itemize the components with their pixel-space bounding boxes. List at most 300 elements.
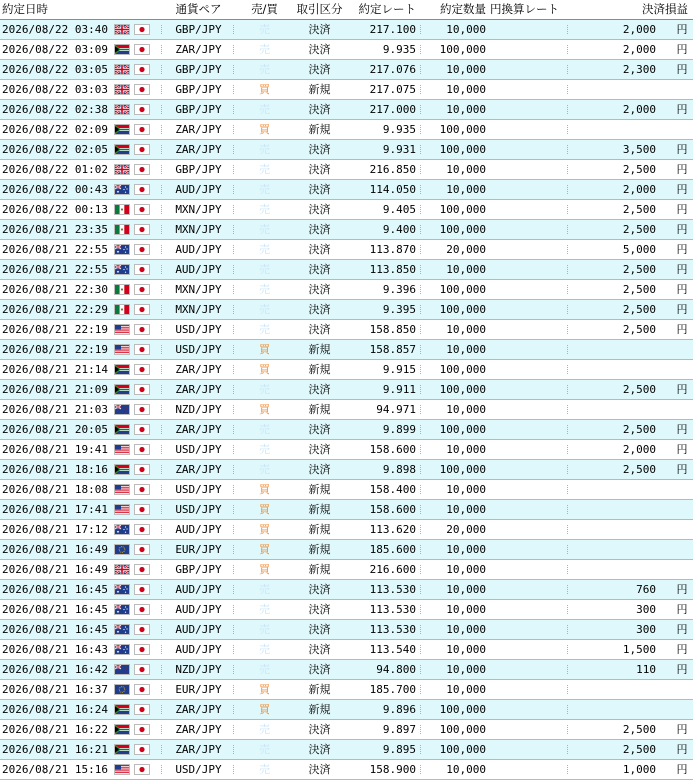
execution-rate: 9.935 [382, 43, 416, 56]
header-pl[interactable]: 決済損益 [642, 2, 688, 16]
table-row[interactable] [0, 120, 693, 140]
execution-quantity: 20,000 [446, 243, 486, 256]
trade-type: 決済 [308, 603, 331, 616]
trade-datetime: 2026/08/21 22:30 [2, 283, 108, 296]
execution-rate: 113.530 [369, 623, 416, 636]
table-row[interactable] [0, 240, 693, 260]
trade-side: 売 [259, 603, 270, 616]
trade-type: 決済 [308, 623, 331, 636]
cell-separator [233, 265, 235, 274]
cell-separator [567, 685, 569, 694]
execution-quantity: 20,000 [446, 523, 486, 536]
uk-flag-icon [114, 64, 130, 75]
realized-pl: 1,500 [622, 643, 656, 656]
flags [110, 740, 160, 759]
realized-pl [570, 560, 660, 579]
south-africa-flag-icon [114, 364, 130, 375]
japan-flag-icon [134, 744, 150, 755]
flags [110, 80, 160, 99]
japan-flag-icon [134, 664, 150, 675]
flags [110, 240, 160, 259]
yen-unit: 円 [676, 323, 688, 336]
trade-side: 売 [259, 583, 270, 596]
flags [110, 40, 160, 59]
cell-separator [233, 625, 235, 634]
flags [110, 340, 160, 359]
yen-unit [672, 540, 692, 559]
cell-separator [567, 525, 569, 534]
japan-flag-icon [134, 604, 150, 615]
cell-separator [44, 285, 46, 294]
trade-datetime: 2026/08/21 16:49 [2, 563, 108, 576]
flags [110, 320, 160, 339]
execution-quantity: 10,000 [446, 503, 486, 516]
yen-unit: 円 [676, 103, 688, 116]
header-pair[interactable]: 通貨ペア [175, 2, 222, 16]
table-row[interactable] [0, 100, 693, 120]
trade-datetime: 2026/08/21 17:41 [2, 503, 108, 516]
table-row[interactable] [0, 620, 693, 640]
cell-separator [44, 365, 46, 374]
trade-type: 決済 [308, 183, 331, 196]
cell-separator [44, 205, 46, 214]
trade-side: 買 [259, 83, 270, 96]
table-row[interactable] [0, 440, 693, 460]
uk-flag-icon [114, 24, 130, 35]
cell-separator [233, 165, 235, 174]
cell-separator [44, 585, 46, 594]
header-qty[interactable]: 約定数量 [440, 2, 486, 16]
realized-pl: 2,500 [622, 423, 656, 436]
trade-side: 売 [259, 423, 270, 436]
table-row[interactable] [0, 600, 693, 620]
japan-flag-icon [134, 184, 150, 195]
table-row[interactable] [0, 640, 693, 660]
execution-rate: 9.931 [382, 143, 416, 156]
table-row[interactable] [0, 420, 693, 440]
flags [110, 20, 160, 39]
table-row[interactable] [0, 700, 693, 720]
realized-pl [570, 80, 660, 99]
currency-pair: ZAR/JPY [175, 703, 222, 716]
execution-rate: 113.870 [369, 243, 416, 256]
realized-pl: 2,000 [622, 103, 656, 116]
trade-type: 決済 [308, 303, 331, 316]
south-africa-flag-icon [114, 424, 130, 435]
trade-side: 買 [259, 543, 270, 556]
cell-separator [233, 105, 235, 114]
header-side[interactable]: 売/買 [251, 2, 278, 16]
cell-separator [233, 765, 235, 774]
table-row[interactable] [0, 260, 693, 280]
trade-type: 決済 [308, 243, 331, 256]
execution-quantity: 10,000 [446, 63, 486, 76]
south-africa-flag-icon [114, 44, 130, 55]
japan-flag-icon [134, 424, 150, 435]
yen-unit [672, 560, 692, 579]
cell-separator [44, 145, 46, 154]
yen-unit: 円 [676, 163, 688, 176]
cell-separator [233, 205, 235, 214]
flags [110, 580, 160, 599]
currency-pair: ZAR/JPY [175, 743, 222, 756]
realized-pl: 2,500 [622, 303, 656, 316]
trade-type: 新規 [308, 543, 331, 556]
table-row[interactable] [0, 480, 693, 500]
execution-rate: 113.620 [369, 523, 416, 536]
cell-separator [233, 45, 235, 54]
table-header [0, 0, 693, 20]
currency-pair: ZAR/JPY [175, 423, 222, 436]
realized-pl: 2,500 [622, 323, 656, 336]
flags [110, 640, 160, 659]
flags [110, 140, 160, 159]
table-row[interactable] [0, 680, 693, 700]
mexico-flag-icon [114, 224, 130, 235]
cell-separator [567, 425, 569, 434]
table-row[interactable] [0, 40, 693, 60]
yen-unit: 円 [676, 663, 688, 676]
table-row[interactable] [0, 400, 693, 420]
realized-pl: 5,000 [622, 243, 656, 256]
trade-datetime: 2026/08/21 22:55 [2, 243, 108, 256]
execution-quantity: 10,000 [446, 483, 486, 496]
trade-type: 決済 [308, 143, 331, 156]
trade-datetime: 2026/08/21 16:22 [2, 723, 108, 736]
japan-flag-icon [134, 484, 150, 495]
currency-pair: USD/JPY [175, 503, 222, 516]
header-date[interactable]: 約定日時 [2, 2, 48, 16]
cell-separator [44, 405, 46, 414]
yen-unit: 円 [676, 603, 688, 616]
cell-separator [233, 545, 235, 554]
table-row[interactable] [0, 520, 693, 540]
cell-separator [567, 705, 569, 714]
cell-separator [567, 205, 569, 214]
cell-separator [567, 185, 569, 194]
yen-unit: 円 [676, 223, 688, 236]
execution-quantity: 10,000 [446, 563, 486, 576]
yen-unit: 円 [676, 463, 688, 476]
execution-quantity: 10,000 [446, 163, 486, 176]
yen-unit: 円 [676, 623, 688, 636]
currency-pair: GBP/JPY [175, 63, 222, 76]
yen-unit: 円 [676, 43, 688, 56]
trade-side: 買 [259, 503, 270, 516]
execution-quantity: 10,000 [446, 103, 486, 116]
realized-pl [570, 500, 660, 519]
trade-datetime: 2026/08/22 01:02 [2, 163, 108, 176]
japan-flag-icon [134, 64, 150, 75]
flags [110, 280, 160, 299]
execution-rate: 9.897 [382, 723, 416, 736]
japan-flag-icon [134, 384, 150, 395]
usa-flag-icon [114, 344, 130, 355]
table-row[interactable] [0, 460, 693, 480]
cell-separator [44, 425, 46, 434]
usa-flag-icon [114, 444, 130, 455]
table-row[interactable] [0, 340, 693, 360]
currency-pair: MXN/JPY [175, 283, 222, 296]
realized-pl: 2,500 [622, 723, 656, 736]
yen-unit [672, 400, 692, 419]
table-row[interactable] [0, 60, 693, 80]
trade-side: 売 [259, 223, 270, 236]
trade-type: 決済 [308, 663, 331, 676]
yen-unit: 円 [676, 723, 688, 736]
japan-flag-icon [134, 624, 150, 635]
cell-separator [233, 725, 235, 734]
cell-separator [567, 285, 569, 294]
table-row[interactable] [0, 280, 693, 300]
currency-pair: GBP/JPY [175, 563, 222, 576]
cell-separator [44, 645, 46, 654]
trade-datetime: 2026/08/21 22:19 [2, 343, 108, 356]
cell-separator [233, 465, 235, 474]
execution-quantity: 100,000 [439, 123, 486, 136]
table-row[interactable] [0, 20, 693, 40]
trade-type: 決済 [308, 283, 331, 296]
south-africa-flag-icon [114, 124, 130, 135]
cell-separator [233, 585, 235, 594]
cell-separator [567, 325, 569, 334]
cell-separator [44, 665, 46, 674]
execution-rate: 216.600 [369, 563, 416, 576]
yen-unit: 円 [676, 23, 688, 36]
currency-pair: ZAR/JPY [175, 383, 222, 396]
table-row[interactable] [0, 360, 693, 380]
execution-rate: 9.935 [382, 123, 416, 136]
currency-pair: GBP/JPY [175, 83, 222, 96]
execution-rate: 158.600 [369, 503, 416, 516]
cell-separator [567, 265, 569, 274]
realized-pl: 2,000 [622, 183, 656, 196]
execution-rate: 113.530 [369, 583, 416, 596]
table-row[interactable] [0, 180, 693, 200]
execution-rate: 217.076 [369, 63, 416, 76]
cell-separator [567, 565, 569, 574]
uk-flag-icon [114, 104, 130, 115]
australia-flag-icon [114, 524, 130, 535]
execution-quantity: 10,000 [446, 763, 486, 776]
realized-pl [570, 700, 660, 719]
table-row[interactable] [0, 740, 693, 760]
cell-separator [567, 405, 569, 414]
new-zealand-flag-icon [114, 404, 130, 415]
yen-unit: 円 [676, 743, 688, 756]
trade-side: 売 [259, 663, 270, 676]
cell-separator [567, 145, 569, 154]
australia-flag-icon [114, 244, 130, 255]
flags [110, 460, 160, 479]
table-row[interactable] [0, 160, 693, 180]
execution-rate: 113.540 [369, 643, 416, 656]
currency-pair: ZAR/JPY [175, 43, 222, 56]
table-row[interactable] [0, 580, 693, 600]
yen-unit [672, 120, 692, 139]
trade-type: 決済 [308, 743, 331, 756]
australia-flag-icon [114, 264, 130, 275]
trade-side: 売 [259, 103, 270, 116]
execution-quantity: 100,000 [439, 43, 486, 56]
trade-type: 新規 [308, 683, 331, 696]
yen-unit: 円 [676, 423, 688, 436]
table-row[interactable] [0, 660, 693, 680]
flags [110, 540, 160, 559]
table-row[interactable] [0, 500, 693, 520]
cell-separator [233, 685, 235, 694]
execution-quantity: 100,000 [439, 743, 486, 756]
trade-side: 売 [259, 183, 270, 196]
realized-pl [570, 520, 660, 539]
realized-pl: 2,500 [622, 743, 656, 756]
cell-separator [44, 305, 46, 314]
execution-rate: 9.911 [382, 383, 416, 396]
execution-quantity: 10,000 [446, 643, 486, 656]
trade-type: 決済 [308, 643, 331, 656]
trade-type: 決済 [308, 43, 331, 56]
trade-datetime: 2026/08/22 00:13 [2, 203, 108, 216]
cell-separator [44, 185, 46, 194]
japan-flag-icon [134, 44, 150, 55]
flags [110, 480, 160, 499]
execution-quantity: 100,000 [439, 303, 486, 316]
table-row[interactable] [0, 220, 693, 240]
currency-pair: AUD/JPY [175, 523, 222, 536]
trade-side: 買 [259, 683, 270, 696]
cell-separator [567, 505, 569, 514]
yen-unit [672, 500, 692, 519]
trade-type: 決済 [308, 323, 331, 336]
execution-quantity: 10,000 [446, 543, 486, 556]
table-row[interactable] [0, 80, 693, 100]
table-row[interactable] [0, 720, 693, 740]
south-africa-flag-icon [114, 144, 130, 155]
trade-datetime: 2026/08/21 18:16 [2, 463, 108, 476]
cell-separator [233, 705, 235, 714]
trade-type: 新規 [308, 523, 331, 536]
trade-type: 決済 [308, 103, 331, 116]
cell-separator [567, 125, 569, 134]
eu-flag-icon [114, 684, 130, 695]
trade-side: 買 [259, 703, 270, 716]
trade-datetime: 2026/08/22 02:38 [2, 103, 108, 116]
execution-quantity: 100,000 [439, 203, 486, 216]
trade-type: 決済 [308, 263, 331, 276]
trade-datetime: 2026/08/21 16:24 [2, 703, 108, 716]
cell-separator [233, 145, 235, 154]
yen-unit [672, 340, 692, 359]
japan-flag-icon [134, 444, 150, 455]
execution-rate: 113.850 [369, 263, 416, 276]
trade-datetime: 2026/08/21 18:08 [2, 483, 108, 496]
cell-separator [233, 565, 235, 574]
cell-separator [567, 765, 569, 774]
table-row[interactable] [0, 320, 693, 340]
table-row[interactable] [0, 760, 693, 780]
trade-type: 決済 [308, 423, 331, 436]
realized-pl: 2,500 [622, 463, 656, 476]
flags [110, 620, 160, 639]
currency-pair: ZAR/JPY [175, 463, 222, 476]
cell-separator [44, 685, 46, 694]
cell-separator [567, 645, 569, 654]
table-row[interactable] [0, 300, 693, 320]
table-row[interactable] [0, 200, 693, 220]
japan-flag-icon [134, 284, 150, 295]
table-row[interactable] [0, 380, 693, 400]
cell-separator [567, 65, 569, 74]
yen-unit [672, 80, 692, 99]
trade-side: 売 [259, 43, 270, 56]
japan-flag-icon [134, 104, 150, 115]
japan-flag-icon [134, 684, 150, 695]
realized-pl [570, 680, 660, 699]
cell-separator [44, 725, 46, 734]
cell-separator [567, 385, 569, 394]
trade-datetime: 2026/08/21 15:16 [2, 763, 108, 776]
cell-separator [233, 245, 235, 254]
trade-datetime: 2026/08/22 02:05 [2, 143, 108, 156]
australia-flag-icon [114, 624, 130, 635]
trade-side: 売 [259, 303, 270, 316]
trade-datetime: 2026/08/21 17:12 [2, 523, 108, 536]
cell-separator [567, 745, 569, 754]
usa-flag-icon [114, 324, 130, 335]
execution-rate: 94.971 [376, 403, 416, 416]
header-kind[interactable]: 取引区分 [296, 2, 343, 16]
execution-rate: 94.800 [376, 663, 416, 676]
currency-pair: USD/JPY [175, 483, 222, 496]
australia-flag-icon [114, 584, 130, 595]
cell-separator [233, 125, 235, 134]
header-conv[interactable]: 円換算レート [490, 2, 559, 16]
realized-pl: 2,000 [622, 23, 656, 36]
table-row[interactable] [0, 560, 693, 580]
realized-pl [570, 360, 660, 379]
flags [110, 660, 160, 679]
cell-separator [44, 45, 46, 54]
yen-unit: 円 [676, 383, 688, 396]
execution-quantity: 10,000 [446, 443, 486, 456]
trade-datetime: 2026/08/21 21:03 [2, 403, 108, 416]
mexico-flag-icon [114, 304, 130, 315]
cell-separator [233, 225, 235, 234]
trade-side: 売 [259, 723, 270, 736]
table-row[interactable] [0, 140, 693, 160]
mexico-flag-icon [114, 204, 130, 215]
trade-side: 売 [259, 23, 270, 36]
trade-datetime: 2026/08/22 03:40 [2, 23, 108, 36]
flags [110, 400, 160, 419]
japan-flag-icon [134, 524, 150, 535]
trade-datetime: 2026/08/21 16:42 [2, 663, 108, 676]
realized-pl: 2,300 [622, 63, 656, 76]
trade-type: 新規 [308, 563, 331, 576]
currency-pair: MXN/JPY [175, 223, 222, 236]
realized-pl: 2,500 [622, 223, 656, 236]
cell-separator [44, 605, 46, 614]
cell-separator [44, 625, 46, 634]
cell-separator [233, 85, 235, 94]
header-rate[interactable]: 約定レート [358, 2, 416, 16]
table-row[interactable] [0, 540, 693, 560]
currency-pair: AUD/JPY [175, 243, 222, 256]
flags [110, 200, 160, 219]
japan-flag-icon [134, 564, 150, 575]
execution-rate: 9.895 [382, 743, 416, 756]
realized-pl [570, 340, 660, 359]
